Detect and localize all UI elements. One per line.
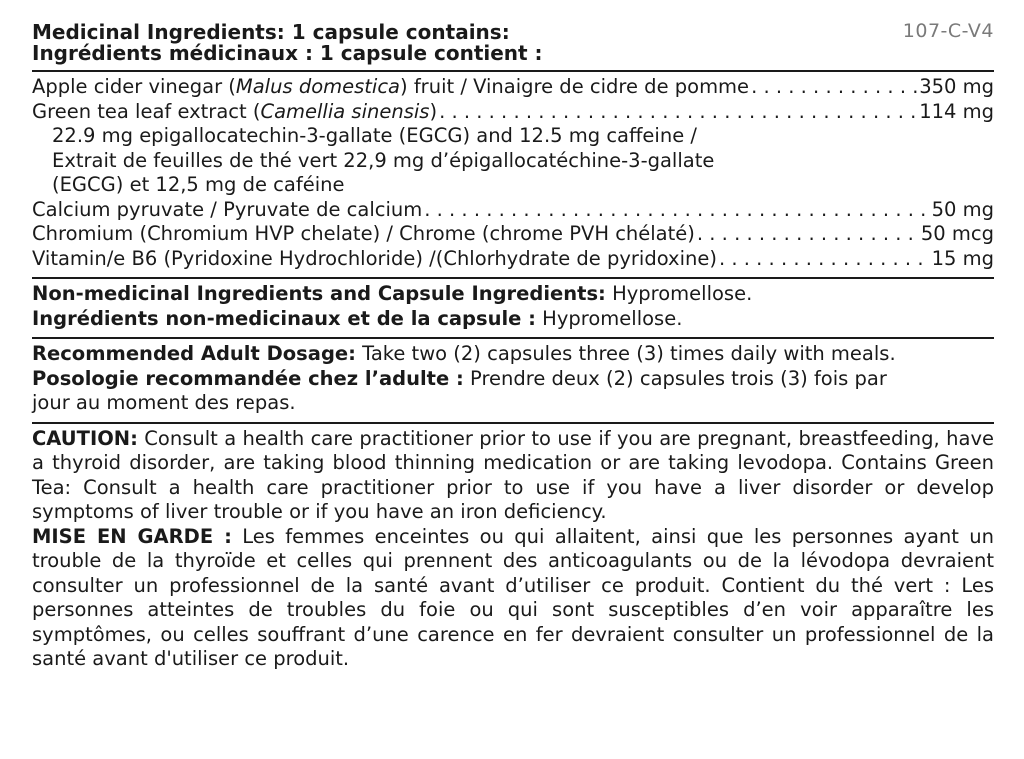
divider <box>32 277 994 279</box>
dot-leader <box>424 198 929 223</box>
ingredient-name: Chromium (Chromium HVP chelate) / Chrome (chrome PVH chélaté) <box>32 222 695 245</box>
caution-en: CAUTION: Consult a health care practitioner prior to use if you are pregnant, breastfeeding, have a thyroid disorder, are taking blood thinning medication or are taking levodopa. Contains Green Tea: Consult a health care practitioner prior to use if you have a liver disorder or develop symptoms of liver trouble or if you have an iron deficiency. <box>32 426 994 523</box>
ingredient-name: Calcium pyruvate / Pyruvate de calcium <box>32 197 423 221</box>
green-tea-detail-line: (EGCG) et 12,5 mg de caféine <box>52 173 345 196</box>
dot-leader <box>719 247 930 272</box>
ingredient-amount: 350 mg <box>919 75 994 98</box>
medicinal-header-en: Medicinal Ingredients: 1 capsule contains: <box>32 20 510 44</box>
ingredient-amount: 15 mg <box>931 246 994 270</box>
ingredient-name: Vitamin/e B6 (Pyridoxine Hydrochloride) /(Chlorhydrate de pyridoxine) <box>32 246 717 270</box>
green-tea-detail-line: 22.9 mg epigallocatechin-3-gallate (EGCG) and 12.5 mg caffeine / <box>52 124 697 147</box>
ingredient-name: Apple cider vinegar (Malus domestica) fruit / Vinaigre de cidre de pomme <box>32 75 750 98</box>
divider <box>32 70 994 72</box>
ingredient-row <box>32 222 994 247</box>
divider <box>32 337 994 339</box>
dot-leader <box>697 222 919 247</box>
divider <box>32 422 994 424</box>
non-medicinal-en: Non-medicinal Ingredients and Capsule Ingredients: Hypromellose. <box>32 282 753 305</box>
ingredient-amount: 50 mcg <box>920 222 994 245</box>
caution-fr: MISE EN GARDE : Les femmes enceintes ou qui allaitent, ainsi que les personnes ayant un trouble de la thyroïde et celles qui prennent des anticoagulants ou de la lévodopa devraient consulter un professionnel de la santé avant d’utiliser ce produit. Contient du thé vert : Les personnes atteintes de troubles du foie ou qui sont susceptibles d’en voir apparaître les symptômes, ou celles souffrant d’une carence en fer devraient consulter un professionnel de la santé avant d'utiliser ce produit. <box>32 524 994 670</box>
non-medicinal-fr: Ingrédients non-medicinaux et de la capsule : Hypromellose. <box>32 306 683 330</box>
ingredient-row <box>32 247 994 272</box>
dot-leader <box>439 100 917 125</box>
medicinal-header-fr: Ingrédients médicinaux : 1 capsule contient : <box>32 41 543 65</box>
green-tea-detail-line: Extrait de feuilles de thé vert 22,9 mg d’épigallocatéchine-3-gallate <box>52 148 715 172</box>
ingredient-amount: 50 mg <box>931 197 994 221</box>
ingredient-name: Green tea leaf extract (Camellia sinensis) <box>32 99 438 123</box>
ingredient-amount: 114 mg <box>919 99 994 123</box>
dosage-fr: Posologie recommandée chez l’adulte : Prendre deux (2) capsules trois (3) fois par jour au moment des repas. <box>32 366 887 414</box>
label-panel <box>32 22 994 672</box>
product-code: 107-C-V4 <box>902 20 994 42</box>
ingredient-row <box>32 198 994 223</box>
ingredient-row <box>32 100 994 125</box>
dot-leader <box>751 75 917 100</box>
ingredient-row <box>32 75 994 100</box>
dosage-en: Recommended Adult Dosage: Take two (2) capsules three (3) times daily with meals. <box>32 342 896 365</box>
